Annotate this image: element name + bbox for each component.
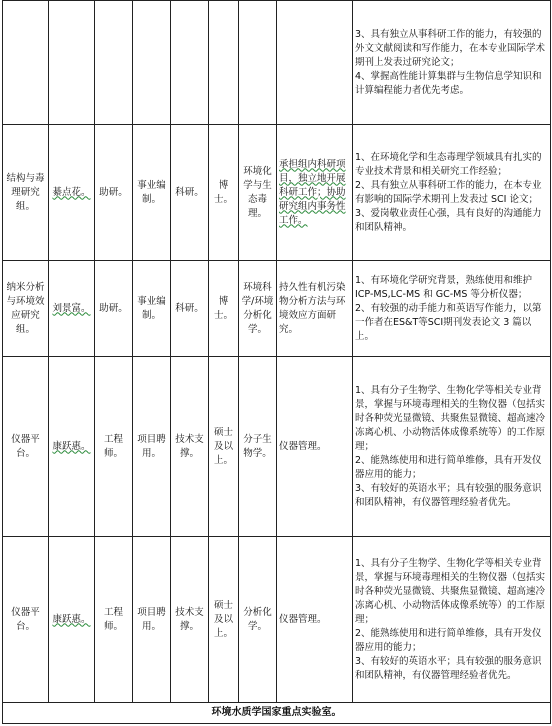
table-row [3, 537, 551, 703]
title-cell [95, 1, 133, 125]
category-cell: 技术支撑。 [171, 357, 209, 537]
requirement-line: 2、能熟练使用和进行简单维修，具有开发仪器应用的能力； [355, 454, 542, 480]
major-cell: 环境化学与生态毒理。 [239, 125, 277, 261]
table-row [3, 261, 551, 357]
name-text: 康跃惠。 [52, 613, 91, 625]
type-cell: 事业编制。 [133, 125, 171, 261]
requirement-line: 2、有较强的动手能力和英语写作能力，以第一作者在ES&T等SCI期刊发表论文 3 篇以上。 [355, 302, 542, 342]
title-cell: 工程师。 [95, 357, 133, 537]
major-cell: 分子生物学。 [239, 357, 277, 537]
requirements-cell [353, 1, 551, 125]
duty-cell: 仪器管理。 [277, 357, 353, 537]
requirements-cell [353, 261, 551, 357]
name-text: 綦点花。 [52, 186, 91, 198]
name-cell [49, 357, 95, 537]
title-cell: 助研。 [95, 125, 133, 261]
requirement-line: 3、有较好的英语水平；具有较强的服务意识和团队精神，有仪器管理经验者优先。 [355, 655, 542, 681]
degree-cell: 博士。 [209, 125, 239, 261]
requirements-cell [353, 125, 551, 261]
title-cell: 工程师。 [95, 537, 133, 703]
requirements-cell [353, 537, 551, 703]
duty-cell: 持久性有机污染物分析方法与环境效应方面研究。 [277, 261, 353, 357]
name-cell [49, 537, 95, 703]
title-cell: 助研。 [95, 261, 133, 357]
requirement-line: 4、掌握高性能计算集群与生物信息学知识和计算编程能力者优先考虑。 [355, 70, 542, 96]
name-cell [49, 261, 95, 357]
degree-cell: 硕士及以上。 [209, 357, 239, 537]
requirement-line: 1、具有分子生物学、生物化学等相关专业背景，掌握与环境毒理相关的生物仪器（包括实时各种荧光显微镜、共聚焦显微镜、超高速冷冻离心机、小动物活体成像系统等）的工作原理； [355, 557, 546, 625]
requirement-line: 1、在环境化学和生态毒理学领域具有扎实的专业技术背景和相关研究工作经验； [355, 151, 542, 177]
table-row [3, 125, 551, 261]
category-cell: 技术支撑。 [171, 537, 209, 703]
major-cell: 分析化学。 [239, 537, 277, 703]
unit-cell: 纳米分析与环境效应研究组。 [3, 261, 49, 357]
category-cell: 科研。 [171, 261, 209, 357]
unit-cell: 仪器平台。 [3, 357, 49, 537]
name-text: 康跃惠。 [52, 440, 91, 452]
type-cell [133, 1, 171, 125]
section-header-row [3, 703, 551, 724]
table-row [3, 1, 551, 125]
name-text: 刘景富。 [52, 302, 91, 314]
requirement-line: 3、爱岗敬业责任心强，具有良好的沟通能力和团队精神。 [355, 207, 542, 233]
category-cell: 科研。 [171, 125, 209, 261]
unit-cell [3, 1, 49, 125]
unit-cell: 结构与毒理研究组。 [3, 125, 49, 261]
degree-cell: 硕士及以上。 [209, 537, 239, 703]
unit-cell: 仪器平台。 [3, 537, 49, 703]
requirement-line: 1、有环境化学研究背景，熟练使用和维护 ICP-MS,LC-MS 和 GC-MS 等分析仪器； [355, 274, 533, 300]
degree-cell: 博士。 [209, 261, 239, 357]
type-cell: 事业编制。 [133, 261, 171, 357]
requirement-line: 3、有较好的英语水平；具有较强的服务意识和团队精神，有仪器管理经验者优先。 [355, 482, 542, 508]
category-cell [171, 1, 209, 125]
degree-cell [209, 1, 239, 125]
duty-cell [277, 125, 353, 261]
duty-cell: 仪器管理。 [277, 537, 353, 703]
name-cell [49, 1, 95, 125]
recruitment-table [2, 0, 551, 724]
table-row [3, 357, 551, 537]
duty-text: 承担组内科研项目，独立地开展科研工作；协助研究组内事务性工作。 [279, 158, 346, 226]
duty-cell [277, 1, 353, 125]
requirement-line: 2、能熟练使用和进行简单维修，具有开发仪器应用的能力； [355, 627, 542, 653]
requirements-cell [353, 357, 551, 537]
major-cell [239, 1, 277, 125]
major-cell: 环境科学/环境分析化学。 [239, 261, 277, 357]
requirement-line: 1、具有分子生物学、生物化学等相关专业背景，掌握与环境毒理相关的生物仪器（包括实时各种荧光显微镜、共聚焦显微镜、超高速冷冻离心机、小动物活体成像系统等）的工作原理； [355, 384, 546, 452]
requirement-line: 2、具有独立从事科研工作的能力，在本专业有影响的国际学术期刊上发表过 SCI 论文； [355, 179, 542, 205]
type-cell: 项目聘用。 [133, 357, 171, 537]
section-title: 环境水质学国家重点实验室。 [3, 703, 551, 724]
name-cell [49, 125, 95, 261]
type-cell: 项目聘用。 [133, 537, 171, 703]
requirement-line: 3、具有独立从事科研工作的能力，有较强的外文文献阅读和写作能力，在本专业国际学术期刊上发表过研究论文； [355, 28, 546, 68]
